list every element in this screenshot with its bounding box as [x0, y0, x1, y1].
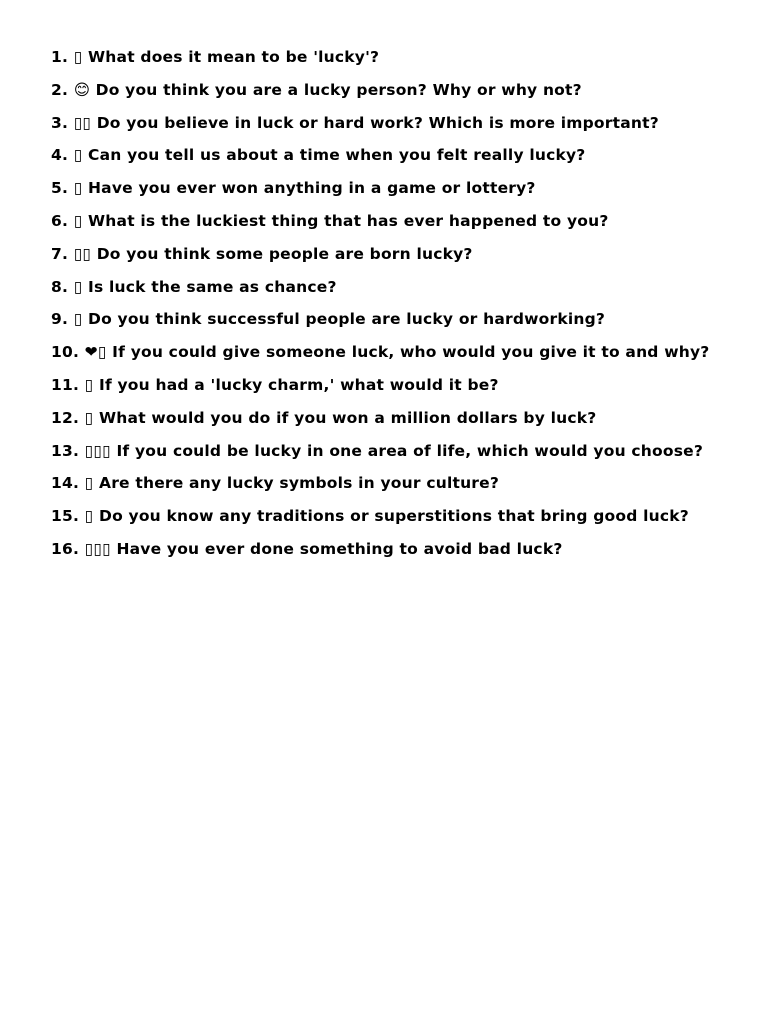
question-item	[51, 440, 732, 473]
question-text: ▯ Have you ever won anything in a game or lottery?	[73, 179, 536, 198]
question-text: ▯ What would you do if you won a million dollars by luck?	[84, 408, 597, 427]
question-number: 11.	[51, 375, 80, 394]
question-item	[51, 177, 732, 210]
question-list	[51, 46, 732, 571]
question-number: 1.	[51, 48, 69, 66]
question-number: 8.	[51, 277, 69, 296]
question-text: ▯▯▯ If you could be lucky in one area of life, which would you choose?	[84, 441, 704, 460]
question-text: ▯▯ Do you believe in luck or hard work? Which is more important?	[73, 113, 659, 132]
question-number: 9.	[51, 310, 69, 329]
question-item	[51, 538, 732, 571]
question-item	[51, 407, 732, 440]
question-text: ▯ Can you tell us about a time when you felt really lucky?	[73, 146, 586, 165]
question-number: 12.	[51, 408, 80, 427]
question-number: 10.	[51, 343, 80, 362]
question-text: ▯ Is luck the same as chance?	[73, 277, 337, 296]
question-item	[51, 144, 732, 177]
question-text: ▯ If you had a 'lucky charm,' what would it be?	[84, 375, 499, 394]
question-text: ▯▯ Do you think some people are born lucky?	[73, 244, 473, 263]
question-number: 4.	[51, 146, 69, 165]
question-number: 3.	[51, 113, 69, 132]
question-number: 2.	[51, 80, 69, 99]
question-text: ▯ What is the luckiest thing that has ever happened to you?	[73, 211, 609, 230]
question-text: ▯▯▯ Have you ever done something to avoid bad luck?	[84, 539, 563, 558]
question-item	[51, 243, 732, 276]
question-text: ❤▯ If you could give someone luck, who would you give it to and why?	[84, 343, 710, 362]
question-number: 16.	[51, 539, 80, 558]
question-item	[51, 472, 732, 505]
question-item	[51, 374, 732, 407]
question-item	[51, 505, 732, 538]
question-item	[51, 308, 732, 341]
question-text: ▯ Are there any lucky symbols in your culture?	[84, 474, 500, 493]
question-item	[51, 210, 732, 243]
question-number: 15.	[51, 507, 80, 526]
question-number: 6.	[51, 211, 69, 230]
question-number: 13.	[51, 441, 80, 460]
question-text: ▯ Do you know any traditions or superstitions that bring good luck?	[84, 507, 689, 526]
question-text: ▯ What does it mean to be 'lucky'?	[73, 48, 380, 66]
question-number: 5.	[51, 179, 69, 198]
question-item	[51, 276, 732, 309]
question-item	[51, 112, 732, 145]
question-number: 7.	[51, 244, 69, 263]
question-item	[51, 79, 732, 112]
question-number: 14.	[51, 474, 80, 493]
question-text: 😊 Do you think you are a lucky person? Why or why not?	[73, 80, 582, 99]
question-item	[51, 341, 732, 374]
question-item	[51, 46, 732, 79]
question-text: ▯ Do you think successful people are lucky or hardworking?	[73, 310, 606, 329]
